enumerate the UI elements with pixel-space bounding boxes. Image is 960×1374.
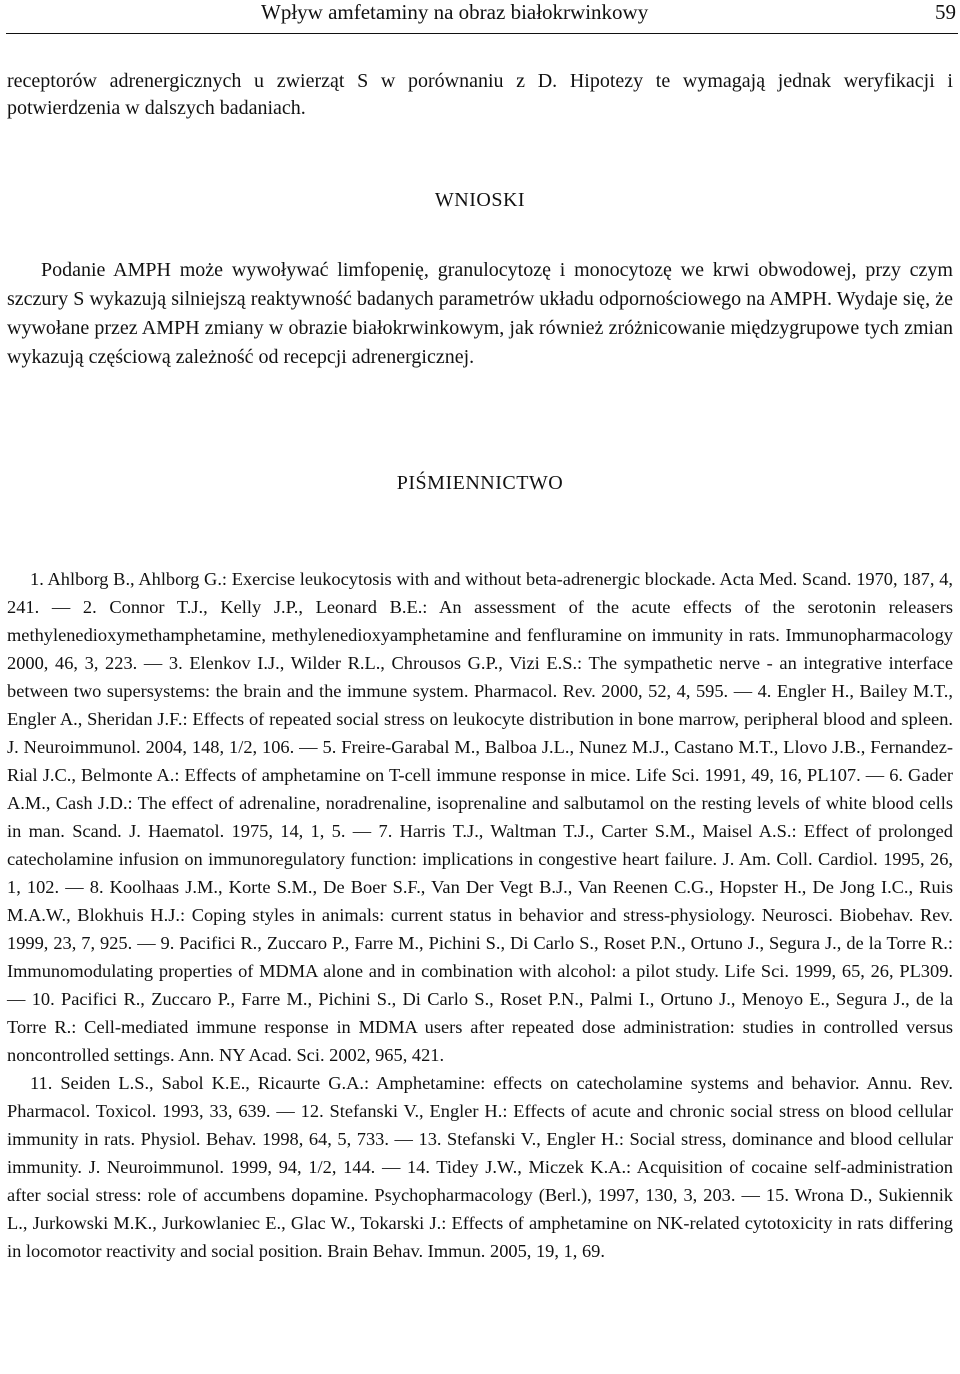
reference-item: — 15. Wrona D., Sukiennik L., Jurkowski M.K., Jurkowlaniec E., Glac W., Tokarski J.: Effects of amphetamine on NK-related cytotoxicity in rats differing in locomotor reactivity and social position. Brain Behav. Immun. 2005, 19, 1, 69. xyxy=(7,1185,953,1261)
reference-item: — 12. Stefanski V., Engler H.: Effects of acute and chronic social stress on blood cellular immunity in rats. Physiol. Behav. 1998, 64, 5, 733. xyxy=(7,1101,953,1149)
reference-item: — 8. Koolhaas J.M., Korte S.M., De Boer S.F., Van Der Vegt B.J., Van Reenen C.G., Hopster H., De Jong I.C., Ruis M.A.W., Blokhuis H.J.: Coping styles in animals: current status in behavior and stress-physiology. Neurosci. Biobehav. Rev. 1999, 23, 7, 925. xyxy=(7,877,953,953)
reference-item: — 6. Gader A.M., Cash J.D.: The effect of adrenaline, noradrenaline, isoprenaline and salbutamol on the resting levels of white blood cells in man. Scand. J. Haematol. 1975, 14, 1, 5. xyxy=(7,765,953,841)
reference-item: — 4. Engler H., Bailey M.T., Engler A., Sheridan J.F.: Effects of repeated social stress on leukocyte distribution in bone marrow, peripheral blood and spleen. J. Neuroimmunol. 2004, 148, 1/2, 106. xyxy=(7,681,953,757)
intro-paragraph: receptorów adrenergicznych u zwierząt S w porównaniu z D. Hipotezy te wymagają jednak weryfikacji i potwierdzenia w dalszych badaniach. xyxy=(7,70,953,119)
reference-item: — 13. Stefanski V., Engler H.: Social stress, dominance and blood cellular immunity. J. Neuroimmunol. 1999, 94, 1/2, 144. xyxy=(7,1129,954,1177)
reference-item: — 7. Harris T.J., Waltman T.J., Carter S.M., Maisel A.S.: Effect of prolonged catecholamine infusion on immunoregulatory function: implications in congestive heart failure. J. Am. Coll. Cardiol. 1995, 26, 1, 102. xyxy=(7,821,953,897)
references-heading: PIŚMIENNICTWO xyxy=(396,472,564,494)
references-list xyxy=(7,565,953,1265)
reference-item: — 14. Tidey J.W., Miczek K.A.: Acquisition of cocaine self-administration after social stress: role of accumbens dopamine. Psychopharmacology (Berl.), 1997, 130, 3, 203. xyxy=(7,1157,953,1205)
conclusions-paragraph: Podanie AMPH może wywoływać limfopenię, granulocytozę i monocytozę we krwi obwodowej, przy czym szczury S wykazują silniejszą reaktywność badanych parametrów układu odpornościowego na AMPH. Wydaje się, że wywołane przez AMPH zmiany w obrazie białokrwinkowym, jak również zróżnicowanie międzygrupowe tych zmian wykazują częściową zależność od recepcji adrenergicznej. xyxy=(7,259,953,368)
references-block-1 xyxy=(7,565,953,1069)
conclusions-heading: WNIOSKI xyxy=(434,189,526,211)
reference-item: 1. Ahlborg B., Ahlborg G.: Exercise leukocytosis with and without beta-adrenergic blockade. Acta Med. Scand. 1970, 187, 4, 241. xyxy=(7,569,953,617)
running-header xyxy=(6,0,958,34)
page-number: 59 xyxy=(935,0,956,24)
reference-item: — 5. Freire-Garabal M., Balboa J.L., Nunez M.J., Castano M.T., Llovo J.B., Fernandez-Rial J.C., Belmonte A.: Effects of amphetamine on T-cell immune response in mice. Life Sci. 1991, 49, 16, PL107. xyxy=(7,737,953,785)
references-block-2 xyxy=(7,1069,953,1265)
reference-item: 11. Seiden L.S., Sabol K.E., Ricaurte G.A.: Amphetamine: effects on catecholamine systems and behavior. Annu. Rev. Pharmacol. Toxicol. 1993, 33, 639. xyxy=(7,1073,953,1121)
reference-item: — 9. Pacifici R., Zuccaro P., Farre M., Pichini S., Di Carlo S., Roset P.N., Ortuno J., Segura J., de la Torre R.: Immunomodulating properties of MDMA alone and in combination with alcohol: a pilot study. Life Sci. 1999, 65, 26, PL309. xyxy=(7,933,954,981)
reference-item: — 10. Pacifici R., Zuccaro P., Farre M., Pichini S., Di Carlo S., Roset P.N., Palmi I., Ortuno J., Menoyo E., Segura J., de la Torre R.: Cell-mediated immune response in MDMA users after repeated dose administration: studies in controlled versus noncontrolled settings. Ann. NY Acad. Sci. 2002, 965, 421. xyxy=(7,989,953,1065)
reference-item: — 3. Elenkov I.J., Wilder R.L., Chrousos G.P., Vizi E.S.: The sympathetic nerve - an integrative interface between two supersystems: the brain and the immune system. Pharmacol. Rev. 2000, 52, 4, 595. xyxy=(7,653,953,701)
running-title: Wpływ amfetaminy na obraz białokrwinkowy xyxy=(261,0,649,24)
reference-item: — 2. Connor T.J., Kelly J.P., Leonard B.E.: An assessment of the acute effects of the serotonin releasers methylenedioxymethamphetamine, methylenedioxyamphetamine and fenfluramine on immunity in rats. Immunopharmacology 2000, 46, 3, 223. xyxy=(7,597,953,673)
